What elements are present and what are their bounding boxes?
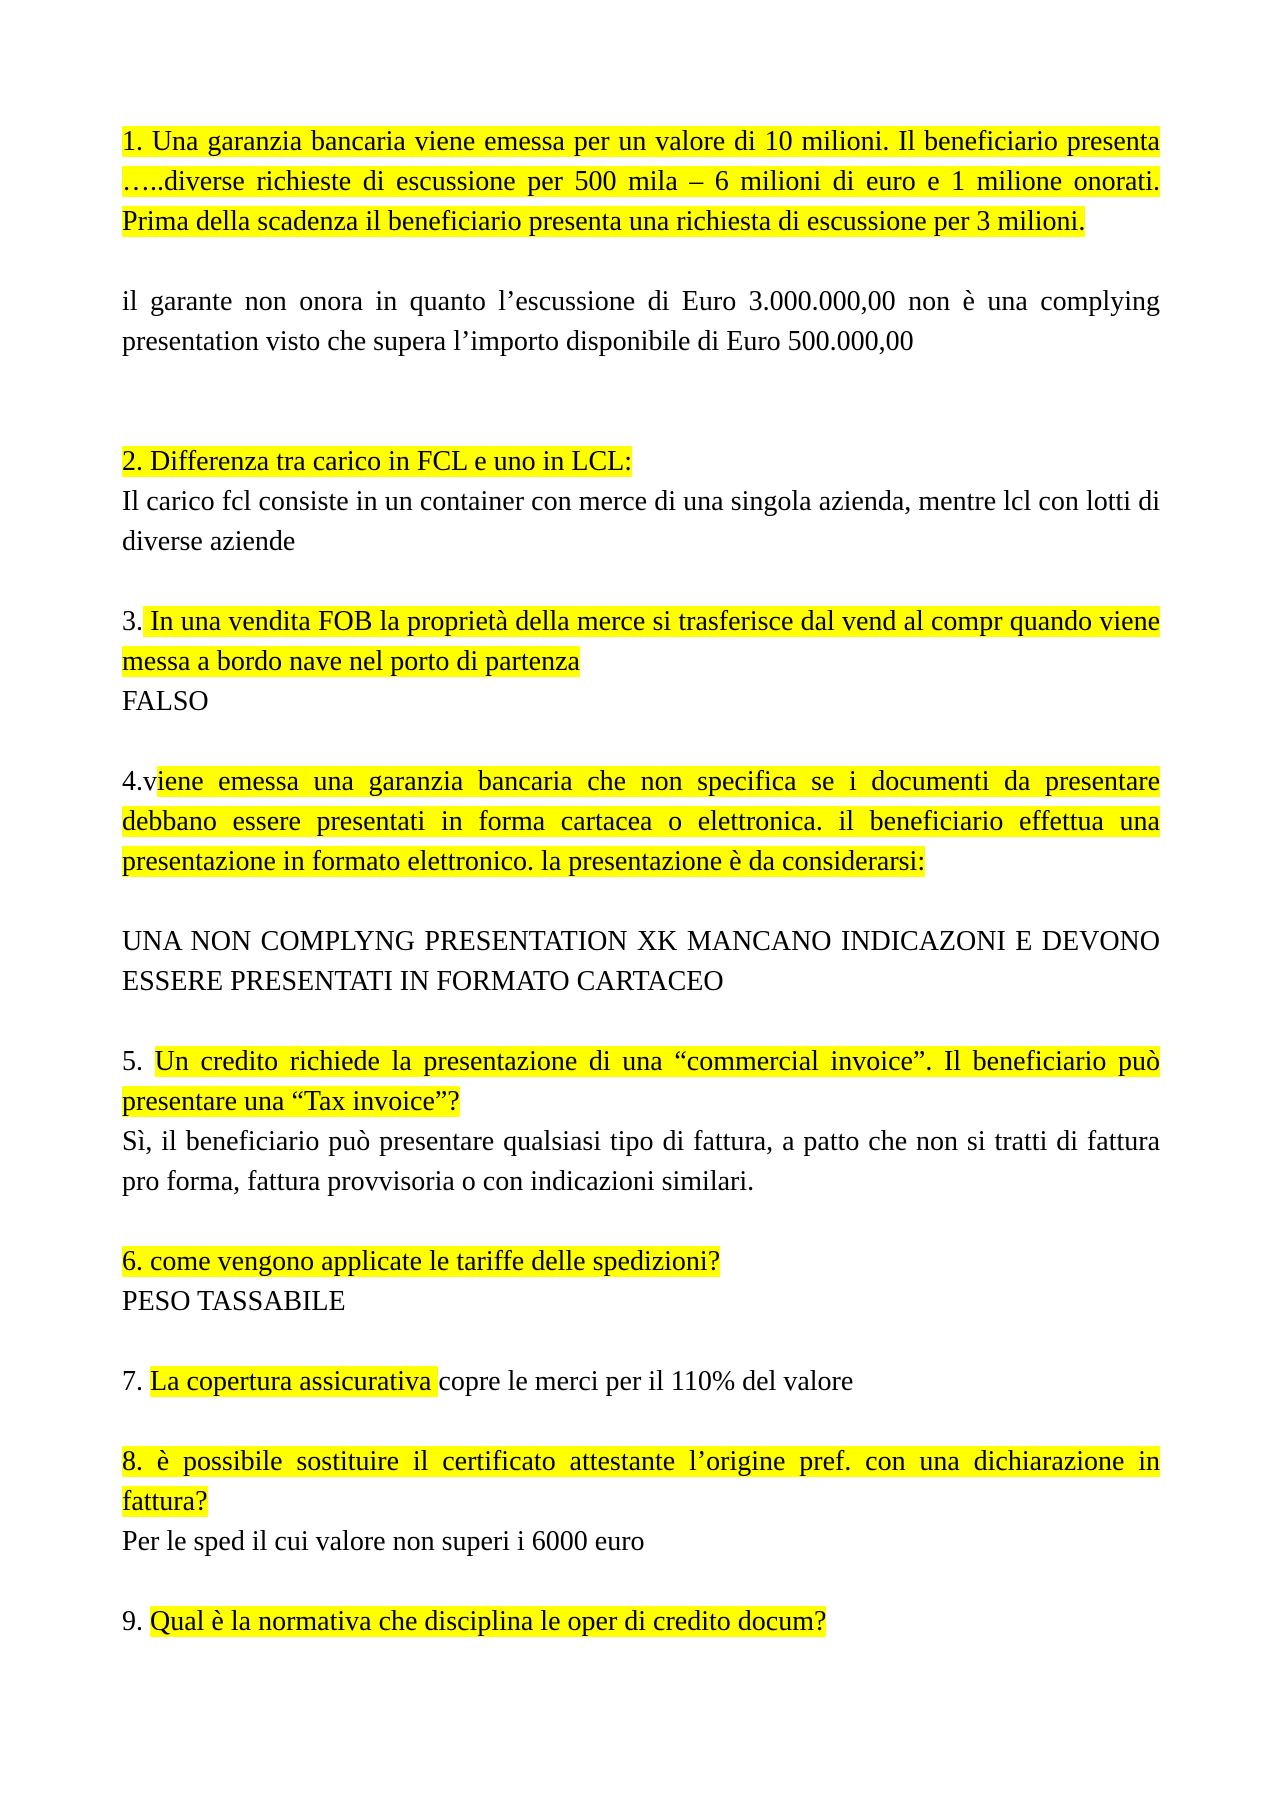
answer-4: UNA NON COMPLYNG PRESENTATION XK MANCANO INDICAZONI E DEVONO ESSERE PRESENTATI IN FORMATO CARTACEO: [122, 926, 1160, 997]
answer-8: Per le sped il cui valore non superi i 6000 euro: [122, 1526, 645, 1557]
answer-3: FALSO: [122, 686, 209, 717]
question-3-number: 3.: [122, 606, 143, 637]
question-9: [122, 1602, 1160, 1642]
question-4: [122, 762, 1160, 882]
question-7-text: La copertura assicurativa: [150, 1366, 439, 1397]
question-5-text: Un credito richiede la presentazione di una “commercial invoice”. Il beneficiario può presentare una “Tax invoice”?: [122, 1046, 1160, 1117]
answer-2: Il carico fcl consiste in un container con merce di una singola azienda, mentre lcl con lotti di diverse aziende: [122, 486, 1160, 557]
question-7-rest: copre le merci per il 110% del valore: [438, 1366, 854, 1397]
question-2-text: 2. Differenza tra carico in FCL e uno in LCL:: [122, 446, 633, 477]
question-4-text: iene emessa una garanzia bancaria che non specifica se i documenti da presentare debbano essere presentati in forma cartacea o elettronica. il beneficiario effettua una presentazione in formato elettronico. la presentazione è da considerarsi:: [122, 766, 1160, 877]
answer-6: PESO TASSABILE: [122, 1286, 346, 1317]
answer-1: il garante non onora in quanto l’escussione di Euro 3.000.000,00 non è una complying presentation visto che supera l’importo disponibile di Euro 500.000,00: [122, 286, 1160, 357]
question-3-text: In una vendita FOB la proprietà della merce si trasferisce dal vend al compr quando viene messa a bordo nave nel porto di partenza: [122, 606, 1160, 677]
question-1: [122, 122, 1160, 242]
question-4-number: 4.v: [122, 766, 157, 797]
question-8: [122, 1442, 1160, 1522]
question-5-number: 5.: [122, 1046, 155, 1077]
answer-5: Sì, il beneficiario può presentare qualsiasi tipo di fattura, a patto che non si tratti di fattura pro forma, fattura provvisoria o con indicazioni similari.: [122, 1126, 1160, 1197]
question-8-text: 8. è possibile sostituire il certificato attestante l’origine pref. con una dichiarazione in fattura?: [122, 1446, 1160, 1517]
question-1-text: 1. Una garanzia bancaria viene emessa per un valore di 10 milioni. Il beneficiario presenta …..diverse richieste di escussione per 500 mila – 6 milioni di euro e 1 milione onorati. Prima della scadenza il beneficiario presenta una richiesta di escussione per 3 milioni.: [122, 126, 1160, 237]
question-5: [122, 1042, 1160, 1122]
question-9-number: 9.: [122, 1606, 150, 1637]
question-2: [122, 442, 1160, 482]
question-7-number: 7.: [122, 1366, 150, 1397]
question-9-text: Qual è la normativa che disciplina le oper di credito docum?: [150, 1606, 827, 1637]
question-6: [122, 1242, 1160, 1282]
document-page: [122, 122, 1160, 1642]
question-6-text: 6. come vengono applicate le tariffe delle spedizioni?: [122, 1246, 721, 1277]
question-7: [122, 1362, 1160, 1402]
question-3: [122, 602, 1160, 682]
